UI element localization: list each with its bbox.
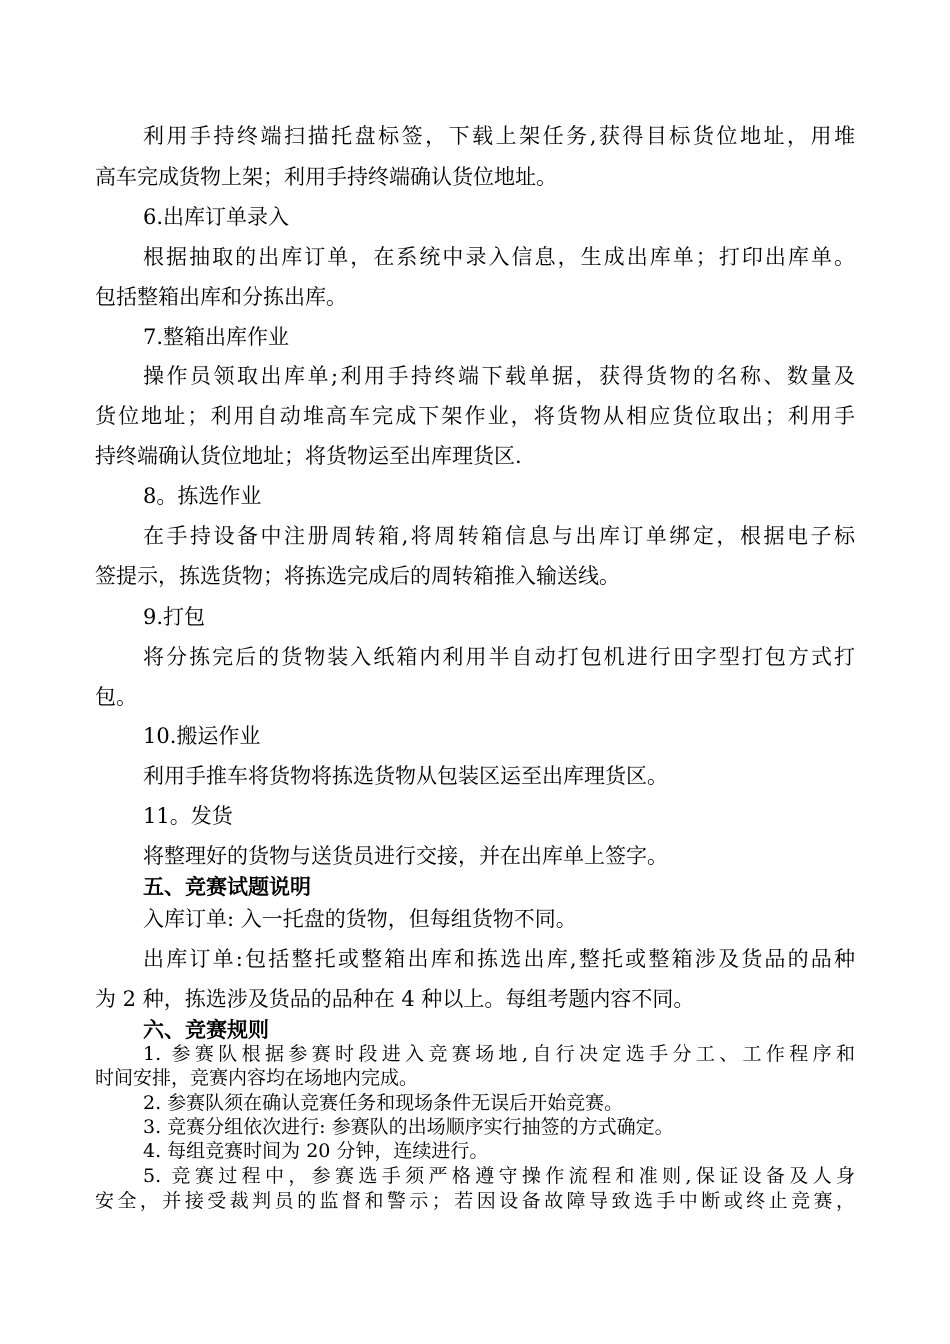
rule-line: 1. 参赛队根据参赛时段进入竞赛场地,自行决定选手分工、工作程序和 (143, 1043, 855, 1065)
paragraph-line: 根据抽取的出库订单，在系统中录入信息，生成出库单；打印出库单。 (143, 245, 855, 269)
paragraph-line: 在手持设备中注册周转箱,将周转箱信息与出库订单绑定，根据电子标 (143, 524, 855, 548)
paragraph-line: 将整理好的货物与送货员进行交接，并在出库单上签字。 (143, 844, 668, 868)
section-heading: 7.整箱出库作业 (143, 325, 290, 349)
paragraph-line: 入库订单: 入一托盘的货物，但每组货物不同。 (143, 907, 577, 931)
paragraph-line: 操作员领取出库单;利用手持终端下载单据，获得货物的名称、数量及 (143, 364, 855, 388)
rule-line: 时间安排，竞赛内容均在场地内完成。 (95, 1067, 419, 1089)
paragraph-line: 为 2 种，拣选涉及货品的品种在 4 种以上。每组考题内容不同。 (95, 987, 695, 1011)
paragraph-line: 包括整箱出库和分拣出库。 (95, 285, 347, 309)
section-heading: 8。拣选作业 (143, 484, 262, 508)
rule-line: 2. 参赛队须在确认竞赛任务和现场条件无误后开始竞赛。 (143, 1092, 624, 1114)
rule-line: 安全，并接受裁判员的监督和警示；若因设备故障导致选手中断或终止竞赛， (95, 1190, 855, 1212)
chapter-heading: 五、竞赛试题说明 (143, 875, 311, 899)
paragraph-line: 持终端确认货位地址；将货物运至出库理货区. (95, 444, 522, 468)
rule-line: 5. 竞赛过程中，参赛选手须严格遵守操作流程和准则,保证设备及人身 (143, 1165, 855, 1187)
section-heading: 6.出库订单录入 (143, 205, 290, 229)
rule-line: 3. 竞赛分组依次进行: 参赛队的出场顺序实行抽签的方式确定。 (143, 1116, 674, 1138)
paragraph-line: 高车完成货物上架；利用手持终端确认货位地址。 (95, 165, 557, 189)
section-heading: 11。发货 (143, 804, 233, 828)
paragraph-line: 签提示，拣选货物；将拣选完成后的周转箱推入输送线。 (95, 564, 620, 588)
section-heading: 9.打包 (143, 605, 206, 629)
paragraph-line: 将分拣完后的货物装入纸箱内利用半自动打包机进行田字型打包方式打 (143, 645, 855, 669)
paragraph-line: 包。 (95, 685, 137, 709)
paragraph-line: 利用手持终端扫描托盘标签，下载上架任务,获得目标货位地址，用堆 (143, 124, 855, 148)
chapter-heading: 六、竞赛规则 (143, 1018, 269, 1042)
paragraph-line: 出库订单:包括整托或整箱出库和拣选出库,整托或整箱涉及货品的品种 (143, 947, 855, 971)
paragraph-line: 利用手推车将货物将拣选货物从包装区运至出库理货区。 (143, 764, 668, 788)
section-heading: 10.搬运作业 (143, 724, 261, 748)
paragraph-line: 货位地址；利用自动堆高车完成下架作业，将货物从相应货位取出；利用手 (95, 404, 855, 428)
rule-line: 4. 每组竞赛时间为 20 分钟，连续进行。 (143, 1140, 489, 1162)
